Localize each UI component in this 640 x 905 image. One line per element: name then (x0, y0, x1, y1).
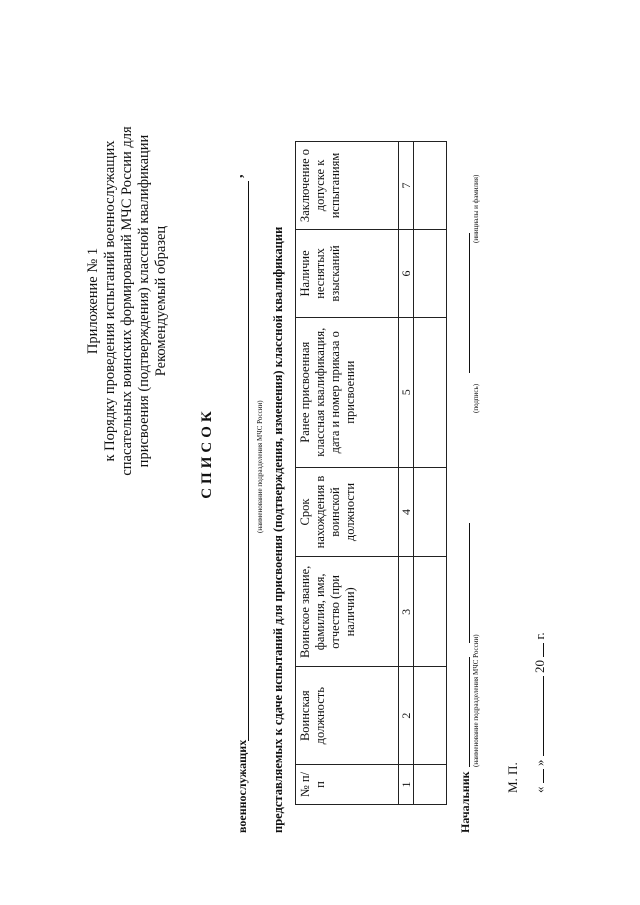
day-blank (531, 769, 544, 783)
empty-cell (414, 467, 447, 557)
empty-cell (414, 229, 447, 317)
date-open-quote: « (532, 786, 547, 793)
rotated-form-sheet (85, 73, 555, 833)
servicemen-label: военнослужащих (235, 739, 249, 833)
servicemen-table (295, 141, 447, 805)
year-prefix: 20 (532, 660, 547, 673)
month-blank (531, 676, 544, 756)
column-number: 4 (399, 467, 414, 557)
date-close-quote: » (532, 759, 547, 766)
annex-line-4: присвоения (подтверждения) классной квалификации (136, 134, 152, 468)
signature-hint: (подпись) (472, 383, 480, 413)
header-cell-position: Воинская должность (296, 667, 399, 765)
seal-place-label: М. П. (505, 762, 520, 793)
annex-line-2: к Порядку проведения испытаний военнослужащих (102, 140, 118, 462)
column-number: 5 (399, 317, 414, 467)
annex-heading (85, 81, 170, 521)
column-number: 3 (399, 557, 414, 667)
table-header-row (296, 142, 399, 805)
year-blank (531, 643, 544, 657)
initials-surname-hint: (инициалы и фамилия) (472, 174, 480, 243)
header-cell-rank-name: Воинское звание, фамилия, имя, отчество (при наличии) (296, 557, 399, 667)
unit-row-comma: , (231, 174, 246, 178)
table-empty-row (414, 142, 447, 805)
empty-cell (414, 667, 447, 765)
chief-name-blank-line (469, 233, 470, 373)
chief-signature-blank-line (469, 523, 470, 643)
header-cell-admission: Заключение о допуске к испытаниям (296, 142, 399, 230)
annex-sample-note: Рекомендуемый образец (153, 225, 169, 377)
header-cell-penalties: Наличие неснятых взысканий (296, 229, 399, 317)
column-number: 7 (399, 142, 414, 230)
table-column-numbers-row (399, 142, 414, 805)
column-number: 1 (399, 765, 414, 805)
empty-cell (414, 765, 447, 805)
header-cell-term: Срок нахождения в воинской должности (296, 467, 399, 557)
unit-name-hint: (наименование подразделения МЧС России) (256, 400, 264, 533)
unit-name-blank-line (248, 181, 249, 741)
document-title: СПИСОК (199, 407, 215, 499)
chief-unit-hint: (наименование подразделения МЧС России) (472, 634, 480, 767)
annex-line-3: спасательных воинских формирований МЧС России для (119, 126, 135, 476)
annex-number: Приложение № 1 (85, 247, 101, 355)
year-suffix: г. (532, 632, 547, 640)
empty-cell (414, 317, 447, 467)
list-description: представляемых к сдаче испытаний для присвоения (подтверждения, изменения) классной квалификации (271, 226, 285, 833)
header-cell-number: № п/п (296, 765, 399, 805)
empty-cell (414, 142, 447, 230)
date-line (531, 632, 548, 793)
column-number: 6 (399, 229, 414, 317)
empty-cell (414, 557, 447, 667)
chief-label: Начальник (458, 771, 472, 833)
chief-unit-blank-line-1 (469, 657, 470, 767)
header-cell-prior-qualification: Ранее присвоенная классная квалификация, дата и номер приказа о присвоении (296, 317, 399, 467)
column-number: 2 (399, 667, 414, 765)
